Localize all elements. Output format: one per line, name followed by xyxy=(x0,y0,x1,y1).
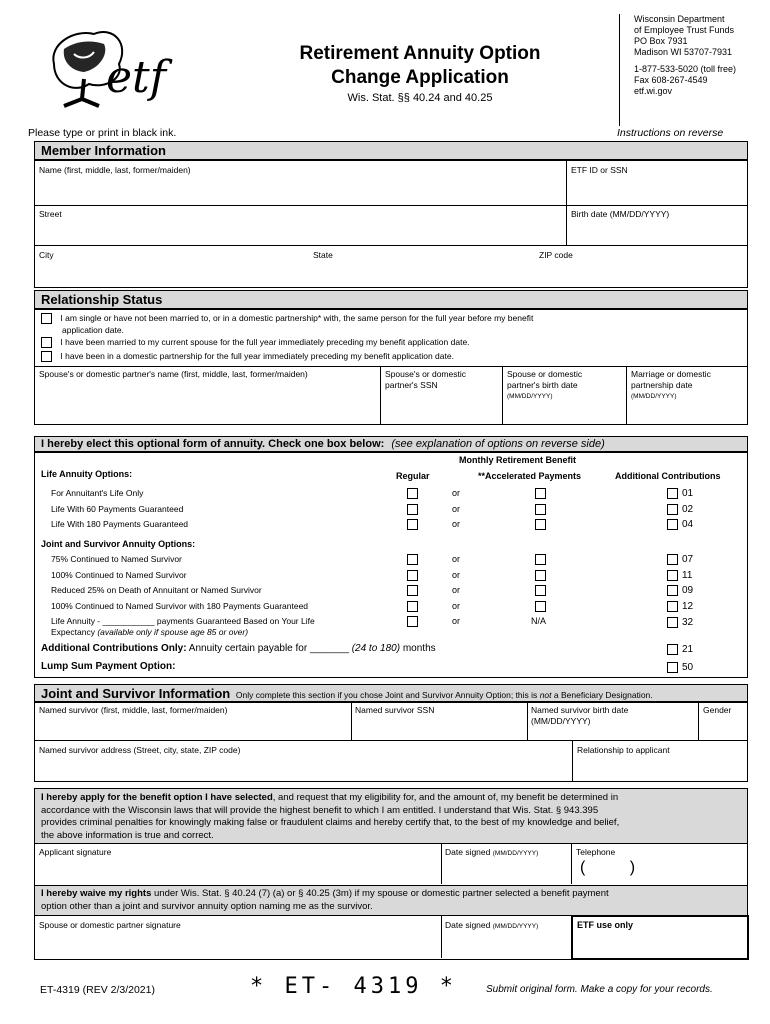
logo-text: etf xyxy=(106,52,167,103)
barcode-text: * ET- 4319 * xyxy=(250,974,457,999)
applicant-date-field[interactable]: Date signed (MM/DD/YYYY) xyxy=(445,847,539,857)
option-code: 12 xyxy=(682,600,694,612)
relationship-option-partnership[interactable]: I have been in a domestic partnership for the full year immediately preceding my benefit application date. xyxy=(41,351,741,362)
agency-block xyxy=(619,14,736,126)
name-field[interactable]: Name (first, middle, last, former/maiden) xyxy=(39,165,191,175)
spouse-name-field[interactable]: Spouse's or domestic partner's name (first, middle, last, former/maiden) xyxy=(39,369,308,379)
na-label: N/A xyxy=(531,616,547,626)
form-id: ET-4319 (REV 2/3/2021) xyxy=(40,984,155,996)
life-accelerated-checkbox[interactable] xyxy=(535,504,546,515)
agency-line: Wisconsin Department xyxy=(634,14,725,24)
or-label: or xyxy=(452,503,461,514)
joint-label: 100% Continued to Named Survivor with 180 Payments Guaranteed xyxy=(51,600,309,611)
or-label: or xyxy=(452,600,461,611)
joint-regular-checkbox[interactable] xyxy=(407,554,418,565)
additional-contributions-checkbox[interactable] xyxy=(667,644,678,655)
waive-signature-row xyxy=(34,916,748,960)
option-code: 09 xyxy=(682,585,694,596)
phone-line: 1-877-533-5020 (toll free) xyxy=(634,64,737,74)
member-info-heading: Member Information xyxy=(34,141,748,160)
applicant-signature-field[interactable]: Applicant signature xyxy=(39,847,112,857)
relationship-table xyxy=(34,309,748,425)
life-annuity-expectancy-label: Life Annuity - ___________ payments Guaranteed Based on Your Life Expectancy (available only if spouse age 85 or over) xyxy=(51,616,315,637)
or-label: or xyxy=(452,616,461,626)
lump-sum-label: Lump Sum Payment Option: xyxy=(41,661,176,672)
form-title-line2: Change Application xyxy=(331,67,509,88)
joint-survivor-heading: Joint and Survivor Information Only complete this section if you chose Joint and Survivor Annuity Option; this is not a Beneficiary Designation. xyxy=(34,684,748,702)
state-field[interactable]: State xyxy=(313,250,333,260)
checkbox[interactable] xyxy=(41,351,52,362)
etf-logo xyxy=(44,24,194,114)
or-label: or xyxy=(452,585,461,595)
joint-accelerated-checkbox[interactable] xyxy=(535,585,546,596)
relationship-option-single[interactable]: I am single or have not been married to, or in a domestic partnership* with, the same person for the full year before my benefit xyxy=(41,313,741,324)
apply-statement: I hereby apply for the benefit option I have selected, and request that my eligibility for, and the amount of, my benefit be determined in accordance with the Wisconsin laws that will provide the highest benefit to which I am entitled. I understand that Wis. Stat. § 943.395 provides criminal penalties for knowingly making false or fraudulent claims and hereby certify that, to the best of my knowledge and belief, the above information is true and correct. xyxy=(34,788,748,844)
joint-label: 100% Continued to Named Survivor xyxy=(51,569,187,580)
survivor-name-field[interactable]: Named survivor (first, middle, last, former/maiden) xyxy=(39,705,228,715)
survivor-ssn-field[interactable]: Named survivor SSN xyxy=(355,705,435,715)
option-code: 32 xyxy=(682,617,694,628)
statute-reference: Wis. Stat. §§ 40.24 and 40.25 xyxy=(347,92,493,104)
life-regular-checkbox[interactable] xyxy=(407,519,418,530)
etf-use-only-box: ETF use only xyxy=(571,915,749,960)
joint-additional-checkbox[interactable] xyxy=(667,570,678,581)
joint-additional-checkbox[interactable] xyxy=(667,585,678,596)
survivor-address-field[interactable]: Named survivor address (Street, city, state, ZIP code) xyxy=(39,745,241,755)
life-additional-checkbox[interactable] xyxy=(667,504,678,515)
joint-label: Reduced 25% on Death of Annuitant or Named Survivor xyxy=(51,585,262,595)
or-label: or xyxy=(452,488,461,498)
life-label: Life With 60 Payments Guaranteed xyxy=(51,503,184,514)
relationship-heading: Relationship Status xyxy=(34,290,748,309)
telephone-field[interactable]: Telephone ( ) xyxy=(576,847,636,876)
apply-signature-row xyxy=(34,844,748,886)
joint-regular-checkbox[interactable] xyxy=(407,570,418,581)
birth-date-field[interactable]: Birth date (MM/DD/YYYY) xyxy=(571,209,670,219)
agency-line: of Employee Trust Funds xyxy=(634,25,735,35)
joint-options-label: Joint and Survivor Annuity Options: xyxy=(41,539,196,549)
option-code: 11 xyxy=(682,569,693,581)
relationship-option-married[interactable]: I have been married to my current spouse for the full year immediately preceding my benefit application date. xyxy=(41,337,741,348)
or-label: or xyxy=(452,569,461,580)
joint-accelerated-checkbox[interactable] xyxy=(535,554,546,565)
zip-field[interactable]: ZIP code xyxy=(539,250,573,260)
website-line: etf.wi.gov xyxy=(634,86,673,96)
marriage-date-field[interactable]: Marriage or domestic partnership date (MM/DD/YYYY) xyxy=(631,369,711,400)
checkbox[interactable] xyxy=(41,313,52,324)
joint-accelerated-checkbox[interactable] xyxy=(535,570,546,581)
option-code: 07 xyxy=(682,554,694,565)
survivor-birth-field[interactable]: Named survivor birth date (MM/DD/YYYY) xyxy=(531,705,629,726)
relationship-to-applicant-field[interactable]: Relationship to applicant xyxy=(577,745,670,755)
life-annuity-regular-checkbox[interactable] xyxy=(407,616,418,627)
joint-regular-checkbox[interactable] xyxy=(407,585,418,596)
option-code: 04 xyxy=(682,519,694,530)
option-code: 21 xyxy=(682,644,694,655)
col-accelerated: **Accelerated Payments xyxy=(478,471,582,481)
joint-regular-checkbox[interactable] xyxy=(407,601,418,612)
waive-statement: I hereby waive my rights under Wis. Stat. § 40.24 (7) (a) or § 40.25 (3m) if my spouse or domestic partner selected a benefit payment option other than a joint and survivor annuity option naming me as the survivor. xyxy=(34,886,748,916)
etf-id-field[interactable]: ETF ID or SSN xyxy=(571,165,628,175)
checkbox[interactable] xyxy=(41,337,52,348)
spouse-date-field[interactable]: Date signed (MM/DD/YYYY) xyxy=(445,920,539,930)
election-table xyxy=(34,452,748,678)
relationship-option-single-cont: application date. xyxy=(62,325,124,335)
life-label: Life With 180 Payments Guaranteed xyxy=(51,519,189,529)
spouse-birth-field[interactable]: Spouse or domestic partner's birth date (MM/DD/YYYY) xyxy=(507,369,583,400)
lump-sum-checkbox[interactable] xyxy=(667,662,678,673)
agency-line: Madison WI 53707-7931 xyxy=(634,47,733,57)
life-additional-checkbox[interactable] xyxy=(667,488,678,499)
joint-additional-checkbox[interactable] xyxy=(667,554,678,565)
agency-line: PO Box 7931 xyxy=(634,36,688,46)
col-regular: Regular xyxy=(396,471,430,481)
additional-contributions-row: Additional Contributions Only: Annuity certain payable for _______ (24 to 180) months xyxy=(41,643,436,654)
life-label: For Annuitant's Life Only xyxy=(51,488,144,498)
submit-note: Submit original form. Make a copy for your records. xyxy=(486,984,713,995)
ink-note: Please type or print in black ink. xyxy=(28,127,177,139)
joint-survivor-table xyxy=(34,702,748,782)
option-code: 02 xyxy=(682,503,694,515)
member-info-table xyxy=(34,160,748,288)
fax-line: Fax 608-267-4549 xyxy=(634,75,708,85)
survivor-gender-field[interactable]: Gender xyxy=(703,705,732,715)
spouse-ssn-field[interactable]: Spouse's or domestic partner's SSN xyxy=(385,369,466,390)
spouse-signature-field[interactable]: Spouse or domestic partner signature xyxy=(39,920,181,930)
or-label: or xyxy=(452,554,461,564)
city-field[interactable]: City xyxy=(39,250,54,260)
monthly-benefit-label: Monthly Retirement Benefit xyxy=(459,455,577,465)
life-regular-checkbox[interactable] xyxy=(407,504,418,515)
option-code: 01 xyxy=(682,488,694,499)
or-label: or xyxy=(452,519,461,529)
life-options-label: Life Annuity Options: xyxy=(41,469,133,479)
life-additional-checkbox[interactable] xyxy=(667,519,678,530)
life-accelerated-checkbox[interactable] xyxy=(535,488,546,499)
life-regular-checkbox[interactable] xyxy=(407,488,418,499)
joint-additional-checkbox[interactable] xyxy=(667,601,678,612)
election-heading: I hereby elect this optional form of annuity. Check one box below: (see explanation of options on reverse side) xyxy=(34,436,748,452)
col-additional: Additional Contributions xyxy=(615,471,721,481)
option-code: 50 xyxy=(682,662,694,673)
joint-accelerated-checkbox[interactable] xyxy=(535,601,546,612)
life-accelerated-checkbox[interactable] xyxy=(535,519,546,530)
form-title-line1: Retirement Annuity Option xyxy=(299,43,541,64)
street-field[interactable]: Street xyxy=(39,209,62,219)
life-annuity-additional-checkbox[interactable] xyxy=(667,617,678,628)
joint-label: 75% Continued to Named Survivor xyxy=(51,554,182,564)
instructions-note: Instructions on reverse xyxy=(617,127,724,139)
